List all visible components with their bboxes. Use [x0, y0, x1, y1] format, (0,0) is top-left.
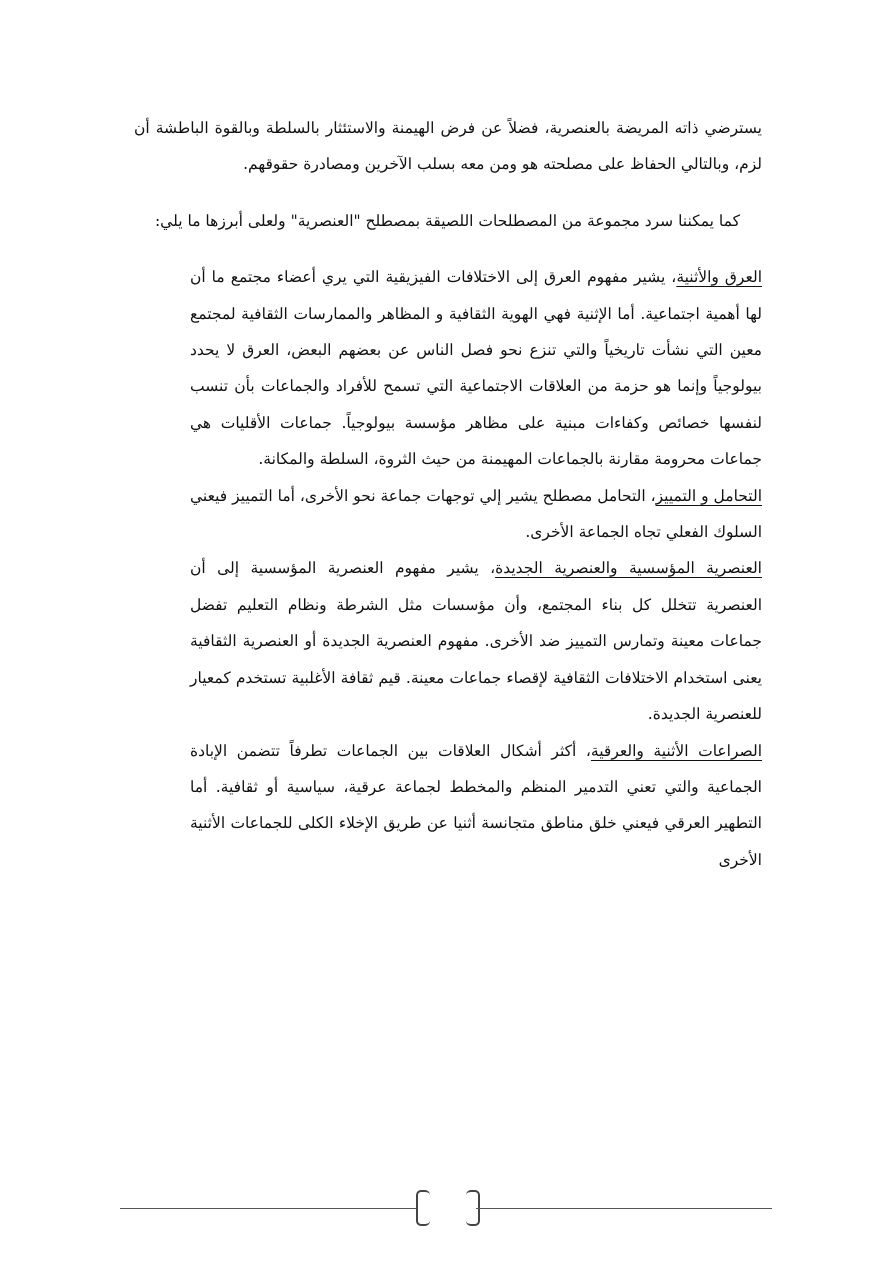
term-title-race-ethnicity: العرق والأثنية: [676, 268, 762, 287]
footer-brace-left: [416, 1190, 430, 1226]
term-text-institutional-new-racism: ، يشير مفهوم العنصرية المؤسسية إلى أن العنصرية تتخلل كل بناء المجتمع، وأن مؤسسات مثل الشرطة ونظام التعليم تفضل جماعات معينة وتمارس التمييز ضد الأخرى. مفهوم العنصرية الجديدة أو العنصرية الثقافية يعنى استخدام الاختلافات الثقافية لإقصاء جماعات معينة. قيم ثقافة الأغلبية تستخدم كمعيار للعنصرية الجديدة.: [190, 559, 762, 724]
intro-paragraph: يسترضي ذاته المريضة بالعنصرية، فضلاً عن فرض الهيمنة والاستئثار بالسلطة وبالقوة الباطشة أن لزم، وبالتالي الحفاظ على مصلحته هو ومن معه بسلب الآخرين ومصادرة حقوقهم.: [134, 119, 762, 174]
term-title-institutional-new-racism: العنصرية المؤسسية والعنصرية الجديدة: [495, 559, 762, 578]
term-text-ethnic-racial-conflicts: ، أكثر أشكال العلاقات بين الجماعات تطرفاً تتضمن الإبادة الجماعية والتي تعني التدمير المنظم والمخطط لجماعة عرقية، سياسية أو ثقافية. أما التطهير العرقي فيعني خلق مناطق متجانسة أثنيا عن طريق الإخلاء الكلى للجماعات الأثنية الأخرى: [190, 741, 762, 869]
footer-rule-right: [476, 1208, 772, 1209]
document-body: [134, 110, 762, 878]
footer-rule-left: [120, 1208, 416, 1209]
term-paragraph-race-ethnicity: [190, 259, 762, 477]
term-paragraph-prejudice-discrimination: [190, 478, 762, 551]
term-text-prejudice-discrimination: ، التحامل مصطلح يشير إلي توجهات جماعة نحو الأخرى، أما التمييز فيعني السلوك الفعلي تجاه الجماعة الأخرى.: [190, 486, 762, 542]
lead-paragraph: كما يمكننا سرد مجموعة من المصطلحات اللصيقة بمصطلح "العنصرية" ولعلى أبرزها ما يلي:: [154, 211, 740, 230]
term-text-race-ethnicity: ، يشير مفهوم العرق إلى الاختلافات الفيزيقية التي يري أعضاء مجتمع ما أن لها أهمية اجتماعية. أما الإثنية فهي الهوية الثقافية و المظاهر والممارسات الثقافية لمجتمع معين التي نشأت تاريخياً والتي تنزع نحو فصل الناس عن بعضهم البعض، العرق لا يحدد بيولوجياً وإنما هو حزمة من العلاقات الاجتماعية التي تسمح للأفراد والجماعات بأن تنسب لنفسها خصائص وكفاءات مبنية على مظاهر مؤسسة بيولوجياً. جماعات الأقليات هي جماعات محرومة مقارنة بالجماعات المهيمنة من حيث الثروة، السلطة والمكانة.: [190, 268, 762, 469]
term-paragraph-ethnic-racial-conflicts: [190, 733, 762, 879]
page-footer: [120, 1188, 772, 1228]
term-title-prejudice-discrimination: التحامل و التمييز: [655, 486, 763, 505]
terms-list: [134, 259, 762, 878]
term-paragraph-institutional-new-racism: [190, 550, 762, 732]
term-title-ethnic-racial-conflicts: الصراعات الأثنية والعرقية: [590, 741, 763, 760]
